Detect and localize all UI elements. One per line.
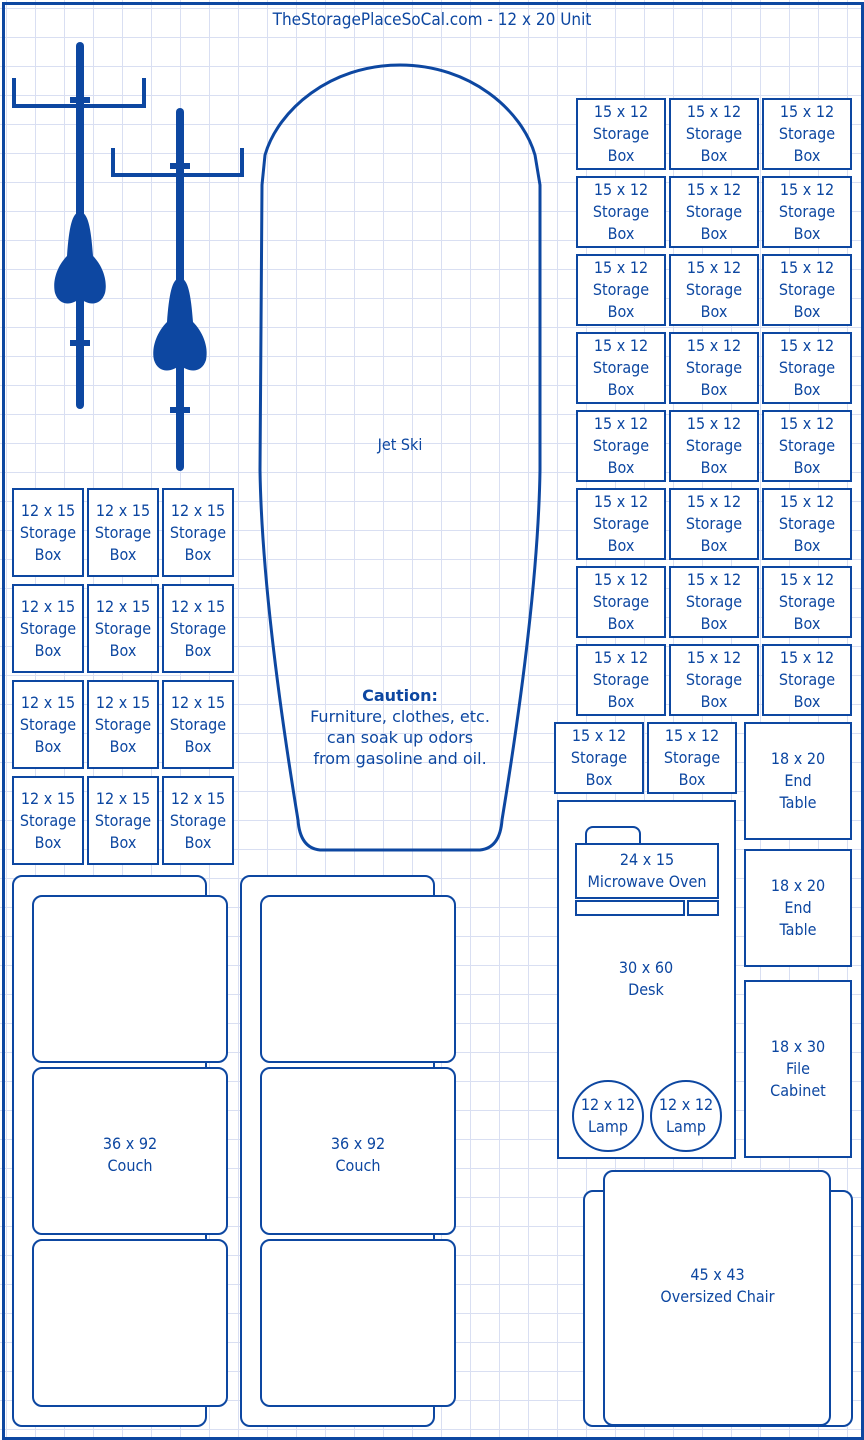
large-storage-box: 15 x 12 Storage Box	[576, 98, 666, 170]
file-cabinet: 18 x 30 File Cabinet	[744, 980, 852, 1158]
large-storage-box: 15 x 12 Storage Box	[647, 722, 737, 794]
large-storage-box: 15 x 12 Storage Box	[762, 410, 852, 482]
large-storage-box: 15 x 12 Storage Box	[762, 176, 852, 248]
large-storage-box: 15 x 12 Storage Box	[762, 332, 852, 404]
large-storage-box: 15 x 12 Storage Box	[576, 332, 666, 404]
end-table: 18 x 20 End Table	[744, 849, 852, 967]
caution-text: Furniture, clothes, etc. can soak up odors from gasoline and oil.	[310, 707, 490, 768]
end-table: 18 x 20 End Table	[744, 722, 852, 840]
small-storage-box: 12 x 15 Storage Box	[12, 584, 84, 673]
large-storage-box: 15 x 12 Storage Box	[554, 722, 644, 794]
bicycle-2	[113, 112, 242, 467]
small-storage-box: 12 x 15 Storage Box	[162, 680, 234, 769]
large-storage-box: 15 x 12 Storage Box	[576, 644, 666, 716]
microwave-control	[687, 900, 719, 916]
couch-cushion	[32, 895, 228, 1063]
large-storage-box: 15 x 12 Storage Box	[669, 566, 759, 638]
bicycle-1	[14, 46, 144, 405]
couch-label: 36 x 92 Couch	[102, 1134, 158, 1175]
microwave-oven: 24 x 15 Microwave Oven	[575, 843, 719, 899]
large-storage-box: 15 x 12 Storage Box	[762, 566, 852, 638]
large-storage-box: 15 x 12 Storage Box	[762, 644, 852, 716]
desk-label: 30 x 60 Desk	[618, 958, 674, 999]
small-storage-box: 12 x 15 Storage Box	[87, 776, 159, 865]
small-storage-box: 12 x 15 Storage Box	[162, 488, 234, 577]
caution-note	[310, 685, 490, 769]
large-storage-box: 15 x 12 Storage Box	[762, 98, 852, 170]
small-storage-box: 12 x 15 Storage Box	[162, 776, 234, 865]
lamp: 12 x 12 Lamp	[572, 1080, 644, 1152]
small-storage-box: 12 x 15 Storage Box	[162, 584, 234, 673]
couch-cushion	[32, 1239, 228, 1407]
couch-label: 36 x 92 Couch	[330, 1134, 386, 1175]
jet-ski-label: Jet Ski	[377, 435, 423, 454]
chair-label: 45 x 43 Oversized Chair	[660, 1265, 775, 1306]
microwave-base	[575, 900, 685, 916]
large-storage-box: 15 x 12 Storage Box	[669, 98, 759, 170]
couch-cushion	[260, 895, 456, 1063]
large-storage-box: 15 x 12 Storage Box	[576, 176, 666, 248]
small-storage-box: 12 x 15 Storage Box	[12, 488, 84, 577]
large-storage-box: 15 x 12 Storage Box	[576, 254, 666, 326]
large-storage-box: 15 x 12 Storage Box	[762, 254, 852, 326]
large-storage-box: 15 x 12 Storage Box	[669, 410, 759, 482]
couch-cushion	[260, 1239, 456, 1407]
large-storage-box: 15 x 12 Storage Box	[669, 332, 759, 404]
lamp: 12 x 12 Lamp	[650, 1080, 722, 1152]
page-title: TheStoragePlaceSoCal.com - 12 x 20 Unit	[272, 10, 592, 30]
large-storage-box: 15 x 12 Storage Box	[669, 644, 759, 716]
large-storage-box: 15 x 12 Storage Box	[669, 488, 759, 560]
small-storage-box: 12 x 15 Storage Box	[87, 680, 159, 769]
large-storage-box: 15 x 12 Storage Box	[576, 566, 666, 638]
small-storage-box: 12 x 15 Storage Box	[87, 584, 159, 673]
small-storage-box: 12 x 15 Storage Box	[12, 680, 84, 769]
small-storage-box: 12 x 15 Storage Box	[12, 776, 84, 865]
caution-heading: Caution:	[362, 686, 438, 705]
large-storage-box: 15 x 12 Storage Box	[762, 488, 852, 560]
large-storage-box: 15 x 12 Storage Box	[669, 176, 759, 248]
large-storage-box: 15 x 12 Storage Box	[576, 410, 666, 482]
small-storage-box: 12 x 15 Storage Box	[87, 488, 159, 577]
large-storage-box: 15 x 12 Storage Box	[669, 254, 759, 326]
large-storage-box: 15 x 12 Storage Box	[576, 488, 666, 560]
